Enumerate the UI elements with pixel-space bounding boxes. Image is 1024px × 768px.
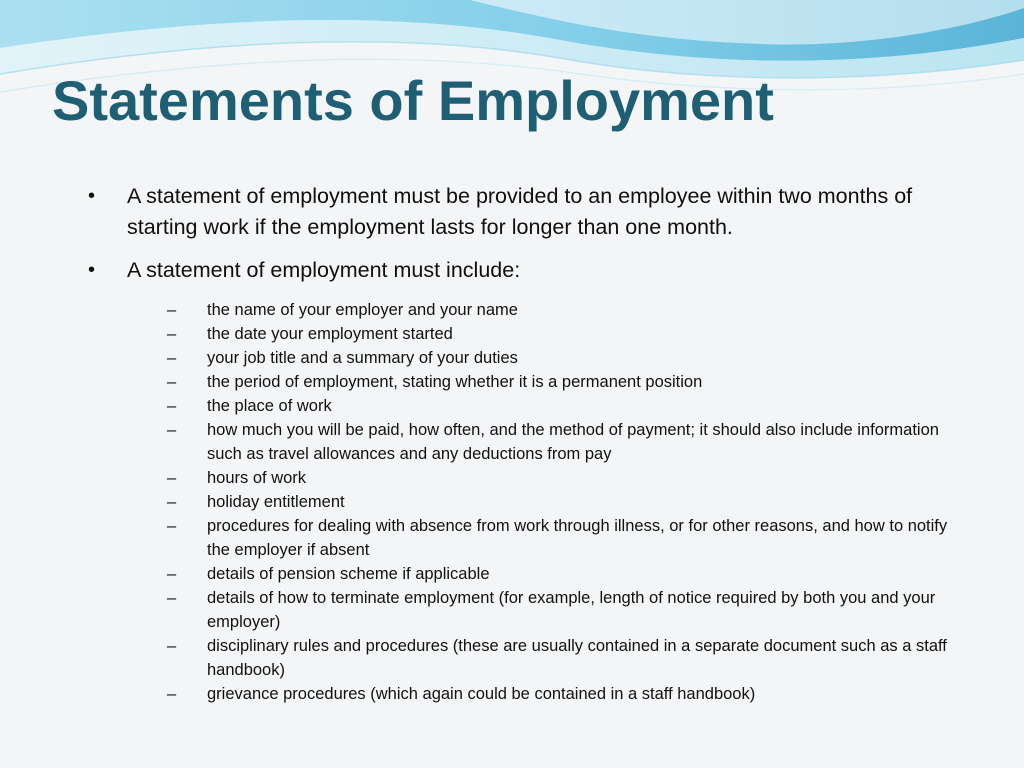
sub-item-text: disciplinary rules and procedures (these are usually contained in a separate document such as a staff handbook): [207, 637, 947, 679]
dash-marker: –: [167, 469, 177, 487]
sub-item: [0, 466, 1024, 490]
bullet-marker: •: [88, 185, 96, 207]
dash-marker: –: [167, 517, 177, 535]
bullet-marker: •: [88, 259, 96, 281]
slide-title: Statements of Employment: [52, 69, 774, 132]
dash-marker: –: [167, 565, 177, 583]
dash-marker: –: [167, 301, 177, 319]
bullet-item: [0, 255, 1024, 286]
sub-item: [0, 682, 1024, 706]
sub-item: [0, 490, 1024, 514]
sub-item: [0, 346, 1024, 370]
bullet-text: A statement of employment must be provided to an employee within two months of starting work if the employment lasts for longer than one month.: [127, 184, 913, 239]
sub-item-text: the place of work: [207, 397, 332, 415]
sub-item: [0, 298, 1024, 322]
dash-marker: –: [167, 589, 177, 607]
dash-marker: –: [167, 349, 177, 367]
dash-marker: –: [167, 637, 177, 655]
sub-item: [0, 370, 1024, 394]
sub-item-list: [0, 298, 1024, 706]
sub-item-text: the period of employment, stating whether it is a permanent position: [207, 373, 703, 391]
sub-item: [0, 562, 1024, 586]
sub-item-text: procedures for dealing with absence from work through illness, or for other reasons, and how to notify the employer if absent: [207, 517, 948, 559]
dash-marker: –: [167, 493, 177, 511]
slide-body: [0, 181, 1024, 706]
sub-item: [0, 514, 1024, 562]
dash-marker: –: [167, 685, 177, 703]
sub-item-text: your job title and a summary of your duties: [207, 349, 518, 367]
sub-item: [0, 322, 1024, 346]
sub-item: [0, 394, 1024, 418]
sub-item-text: holiday entitlement: [207, 493, 345, 511]
sub-item-text: the date your employment started: [207, 325, 453, 343]
sub-item: [0, 634, 1024, 682]
dash-marker: –: [167, 421, 177, 439]
sub-item-text: details of pension scheme if applicable: [207, 565, 490, 583]
sub-item: [0, 586, 1024, 634]
sub-item-text: hours of work: [207, 469, 307, 487]
bullet-item: [0, 181, 1024, 243]
dash-marker: –: [167, 325, 177, 343]
dash-marker: –: [167, 373, 177, 391]
sub-item: [0, 418, 1024, 466]
dash-marker: –: [167, 397, 177, 415]
sub-item-text: the name of your employer and your name: [207, 301, 518, 319]
sub-item-text: details of how to terminate employment (for example, length of notice required by both you and your employer): [207, 589, 936, 631]
sub-item-text: grievance procedures (which again could be contained in a staff handbook): [207, 685, 756, 703]
bullet-text: A statement of employment must include:: [127, 258, 521, 282]
sub-item-text: how much you will be paid, how often, and the method of payment; it should also include information such as travel allowances and any deductions from pay: [207, 421, 939, 463]
